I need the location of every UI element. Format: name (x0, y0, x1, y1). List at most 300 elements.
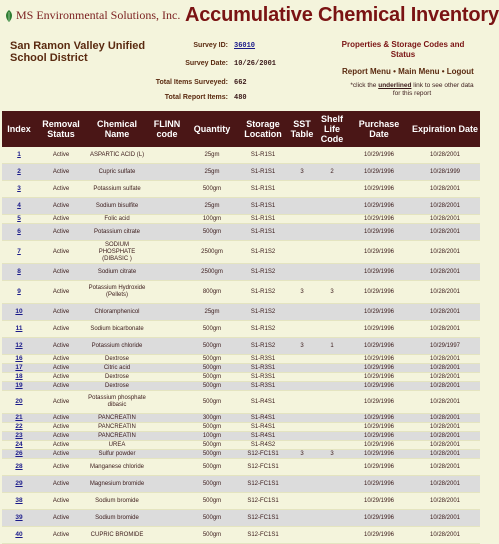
expiration-date: 10/28/2001 (410, 198, 480, 215)
table-row (2, 476, 480, 493)
flinn-code (148, 414, 186, 423)
expiration-date: 10/28/2001 (410, 264, 480, 281)
total-surveyed-value: 662 (234, 79, 247, 87)
flinn-code (148, 493, 186, 510)
shelf-life-code (316, 181, 348, 198)
quantity: 2500gm (186, 241, 238, 264)
index-link[interactable]: 6 (17, 228, 21, 235)
flinn-code (148, 459, 186, 476)
table-row (2, 459, 480, 476)
shelf-life-code (316, 382, 348, 391)
removal-status: Active (36, 164, 86, 181)
purchase-date: 10/29/1996 (348, 264, 410, 281)
expiration-date: 10/28/2001 (410, 355, 480, 364)
quantity: 500gm (186, 382, 238, 391)
flinn-code (148, 510, 186, 527)
index-link[interactable]: 40 (15, 531, 23, 538)
sst-table (288, 364, 316, 373)
sst-table (288, 181, 316, 198)
flinn-code (148, 382, 186, 391)
shelf-life-code (316, 304, 348, 321)
index-link[interactable]: 21 (15, 414, 23, 421)
flinn-code (148, 338, 186, 355)
flinn-code (148, 264, 186, 281)
quantity: 500gm (186, 224, 238, 241)
sst-table (288, 198, 316, 215)
index-link[interactable]: 4 (17, 202, 21, 209)
chemical-name: Potassium citrate (86, 224, 148, 241)
flinn-code (148, 391, 186, 414)
district-name: San Ramon Valley Unified School District (10, 40, 146, 64)
index-link[interactable]: 12 (15, 342, 23, 349)
quantity: 500gm (186, 423, 238, 432)
inventory-table (2, 111, 480, 544)
removal-status: Active (36, 391, 86, 414)
index-link[interactable]: 2 (17, 168, 21, 175)
removal-status: Active (36, 181, 86, 198)
storage-location: S1-R4S1 (238, 423, 288, 432)
purchase-date: 10/29/1996 (348, 355, 410, 364)
index-link[interactable]: 19 (15, 382, 23, 389)
flinn-code (148, 364, 186, 373)
survey-id-label: Survey ID: (193, 42, 228, 49)
flinn-code (148, 355, 186, 364)
sst-table (288, 432, 316, 441)
shelf-life-code: 2 (316, 164, 348, 181)
storage-location: S1-R3S1 (238, 373, 288, 382)
removal-status: Active (36, 241, 86, 264)
purchase-date: 10/29/1996 (348, 432, 410, 441)
chemical-name: Magnesium bromide (86, 476, 148, 493)
purchase-date: 10/29/1996 (348, 373, 410, 382)
purchase-date: 10/29/1996 (348, 338, 410, 355)
flinn-code (148, 450, 186, 459)
chemical-name: Citric acid (86, 364, 148, 373)
flinn-code (148, 441, 186, 450)
table-row (2, 215, 480, 224)
chemical-name: ASPARTIC ACID (L) (86, 147, 148, 164)
purchase-date: 10/29/1996 (348, 493, 410, 510)
index-link[interactable]: 28 (15, 463, 23, 470)
chemical-name: Cupric sulfate (86, 164, 148, 181)
index-cell (2, 476, 36, 493)
removal-status: Active (36, 198, 86, 215)
removal-status: Active (36, 224, 86, 241)
table-row (2, 304, 480, 321)
storage-location: S1-R4S1 (238, 414, 288, 423)
leaf-icon (4, 10, 14, 22)
purchase-date: 10/29/1996 (348, 164, 410, 181)
nav-links (342, 67, 474, 76)
quantity: 300gm (186, 414, 238, 423)
col-storage-location-header: Storage Location (238, 111, 288, 147)
purchase-date: 10/29/1996 (348, 198, 410, 215)
sst-table (288, 441, 316, 450)
storage-location: S1-R3S1 (238, 364, 288, 373)
index-link[interactable]: 3 (17, 185, 21, 192)
storage-location: S12-FC1S1 (238, 510, 288, 527)
shelf-life-code: 3 (316, 450, 348, 459)
removal-status: Active (36, 493, 86, 510)
chemical-name: Manganese chloride (86, 459, 148, 476)
expiration-date: 10/29/1997 (410, 338, 480, 355)
chemical-name: PANCREATIN (86, 414, 148, 423)
quantity: 100gm (186, 215, 238, 224)
quantity: 100gm (186, 432, 238, 441)
table-row (2, 164, 480, 181)
quantity: 2500gm (186, 264, 238, 281)
shelf-life-code (316, 423, 348, 432)
expiration-date: 10/28/2001 (410, 364, 480, 373)
removal-status: Active (36, 527, 86, 544)
sst-table (288, 493, 316, 510)
index-link[interactable]: 10 (15, 308, 23, 315)
col-flinn-code-header: FLINN code (148, 111, 186, 147)
main-menu-link[interactable]: Main Menu (398, 67, 440, 76)
expiration-date: 10/28/2001 (410, 304, 480, 321)
index-link[interactable]: 39 (15, 514, 23, 521)
shelf-life-code (316, 147, 348, 164)
flinn-code (148, 304, 186, 321)
sst-table (288, 459, 316, 476)
shelf-life-code (316, 241, 348, 264)
purchase-date: 10/29/1996 (348, 364, 410, 373)
col-sst-table-header: SST Table (288, 111, 316, 147)
survey-id-link[interactable]: 36010 (234, 42, 256, 50)
company-name: MS Environmental Solutions, Inc. (16, 8, 181, 22)
index-cell (2, 510, 36, 527)
chemical-name: Sodium bisulfite (86, 198, 148, 215)
quantity: 500gm (186, 373, 238, 382)
removal-status: Active (36, 373, 86, 382)
storage-location: S1-R1S2 (238, 321, 288, 338)
quantity: 500gm (186, 493, 238, 510)
purchase-date: 10/29/1996 (348, 414, 410, 423)
purchase-date: 10/29/1996 (348, 423, 410, 432)
sst-table: 3 (288, 281, 316, 304)
sst-table (288, 382, 316, 391)
company-logo (4, 8, 180, 23)
purchase-date: 10/29/1996 (348, 215, 410, 224)
index-cell (2, 373, 36, 382)
storage-location: S1-R3S1 (238, 382, 288, 391)
storage-location: S1-R1S2 (238, 241, 288, 264)
purchase-date: 10/29/1996 (348, 304, 410, 321)
table-row (2, 527, 480, 544)
flinn-code (148, 215, 186, 224)
index-cell (2, 441, 36, 450)
expiration-date: 10/28/2001 (410, 414, 480, 423)
index-link[interactable]: 1 (17, 151, 21, 158)
removal-status: Active (36, 147, 86, 164)
sst-table: 3 (288, 164, 316, 181)
nav-separator: • (439, 67, 447, 76)
index-cell (2, 264, 36, 281)
purchase-date: 10/29/1996 (348, 476, 410, 493)
shelf-life-code (316, 510, 348, 527)
quantity: 500gm (186, 459, 238, 476)
index-cell (2, 450, 36, 459)
removal-status: Active (36, 382, 86, 391)
shelf-life-code (316, 476, 348, 493)
storage-location: S12-FC1S1 (238, 493, 288, 510)
table-header-row (2, 111, 480, 147)
col-chemical-name-header: Chemical Name (86, 111, 148, 147)
storage-location: S1-R3S1 (238, 355, 288, 364)
col-quantity-header: Quantity (186, 111, 238, 147)
purchase-date: 10/29/1996 (348, 147, 410, 164)
quantity: 25gm (186, 304, 238, 321)
index-cell (2, 215, 36, 224)
index-cell (2, 147, 36, 164)
survey-date-label: Survey Date: (185, 60, 228, 67)
chemical-name: Potassium chloride (86, 338, 148, 355)
index-link[interactable]: 11 (15, 325, 23, 332)
index-link[interactable]: 26 (15, 450, 23, 457)
storage-location: S1-R1S2 (238, 304, 288, 321)
shelf-life-code (316, 373, 348, 382)
storage-location: S1-R1S1 (238, 181, 288, 198)
index-cell (2, 432, 36, 441)
total-report-row (130, 94, 247, 102)
storage-location: S1-R4S1 (238, 432, 288, 441)
quantity: 25gm (186, 164, 238, 181)
expiration-date: 10/28/2001 (410, 432, 480, 441)
index-cell (2, 414, 36, 423)
chemical-name: Potassium Hydroxide (Pellets) (86, 281, 148, 304)
sst-table (288, 321, 316, 338)
index-cell (2, 281, 36, 304)
table-row (2, 281, 480, 304)
shelf-life-code (316, 215, 348, 224)
index-link[interactable]: 24 (15, 441, 23, 448)
storage-location: S1-R1S1 (238, 215, 288, 224)
index-link[interactable]: 38 (15, 497, 23, 504)
sst-table (288, 224, 316, 241)
shelf-life-code (316, 414, 348, 423)
quantity: 500gm (186, 527, 238, 544)
expiration-date: 10/28/2001 (410, 476, 480, 493)
index-link[interactable]: 18 (15, 373, 23, 380)
shelf-life-code (316, 224, 348, 241)
sst-table (288, 373, 316, 382)
flinn-code (148, 321, 186, 338)
table-row (2, 432, 480, 441)
shelf-life-code (316, 264, 348, 281)
expiration-date: 10/28/2001 (410, 321, 480, 338)
chemical-name: Sodium bicarbonate (86, 321, 148, 338)
flinn-code (148, 164, 186, 181)
logout-link[interactable]: Logout (446, 67, 474, 76)
index-cell (2, 321, 36, 338)
total-surveyed-row (130, 79, 247, 87)
hint-text: *click the underlined link to see other data for this report (350, 82, 474, 97)
removal-status: Active (36, 215, 86, 224)
storage-location: S12-FC1S1 (238, 527, 288, 544)
removal-status: Active (36, 423, 86, 432)
flinn-code (148, 147, 186, 164)
expiration-date: 10/28/2001 (410, 224, 480, 241)
chemical-name: PANCREATIN (86, 423, 148, 432)
removal-status: Active (36, 264, 86, 281)
table-row (2, 510, 480, 527)
survey-id-row (172, 42, 255, 50)
removal-status: Active (36, 321, 86, 338)
properties-codes-title: Properties & Storage Codes and Status (341, 40, 465, 59)
chemical-name: Chloramphenicol (86, 304, 148, 321)
quantity: 25gm (186, 198, 238, 215)
index-cell (2, 304, 36, 321)
total-report-value: 480 (234, 94, 247, 102)
index-link[interactable]: 29 (15, 480, 23, 487)
index-cell (2, 338, 36, 355)
quantity: 500gm (186, 321, 238, 338)
shelf-life-code (316, 493, 348, 510)
table-row (2, 364, 480, 373)
quantity: 500gm (186, 441, 238, 450)
col-index-header: Index (2, 111, 36, 147)
purchase-date: 10/29/1996 (348, 527, 410, 544)
sst-table (288, 304, 316, 321)
table-row (2, 224, 480, 241)
table-row (2, 450, 480, 459)
storage-location: S1-R4S1 (238, 391, 288, 414)
col-removal-status-header: Removal Status (36, 111, 86, 147)
storage-location: S1-R1S2 (238, 264, 288, 281)
shelf-life-code (316, 432, 348, 441)
index-link[interactable]: 8 (17, 268, 21, 275)
flinn-code (148, 181, 186, 198)
quantity: 500gm (186, 364, 238, 373)
chemical-name: PANCREATIN (86, 432, 148, 441)
index-link[interactable]: 17 (15, 364, 23, 371)
chemical-name: Dextrose (86, 355, 148, 364)
flinn-code (148, 224, 186, 241)
removal-status: Active (36, 304, 86, 321)
quantity: 500gm (186, 476, 238, 493)
purchase-date: 10/29/1996 (348, 241, 410, 264)
expiration-date: 10/28/2001 (410, 441, 480, 450)
sst-table (288, 423, 316, 432)
table-row (2, 147, 480, 164)
table-row (2, 493, 480, 510)
col-expiration-date-header: Expiration Date (410, 111, 480, 147)
expiration-date: 10/28/1999 (410, 164, 480, 181)
index-link[interactable]: 23 (15, 432, 23, 439)
expiration-date: 10/28/2001 (410, 281, 480, 304)
table-row (2, 441, 480, 450)
quantity: 500gm (186, 338, 238, 355)
chemical-name: Folic acid (86, 215, 148, 224)
header (0, 0, 499, 110)
nav-separator: • (390, 67, 399, 76)
storage-location: S1-R1S2 (238, 338, 288, 355)
index-cell (2, 198, 36, 215)
shelf-life-code (316, 441, 348, 450)
removal-status: Active (36, 414, 86, 423)
index-link[interactable]: 5 (17, 215, 21, 222)
index-cell (2, 391, 36, 414)
index-cell (2, 181, 36, 198)
quantity: 500gm (186, 391, 238, 414)
storage-location: S12-FC1S1 (238, 450, 288, 459)
col-purchase-date-header: Purchase Date (348, 111, 410, 147)
expiration-date: 10/28/2001 (410, 450, 480, 459)
expiration-date: 10/28/2001 (410, 510, 480, 527)
chemical-name: Sulfur powder (86, 450, 148, 459)
survey-date-value: 10/26/2001 (234, 60, 277, 68)
page-title: Accumulative Chemical Inventory (185, 4, 499, 26)
sst-table (288, 355, 316, 364)
sst-table (288, 391, 316, 414)
index-cell (2, 164, 36, 181)
index-link[interactable]: 9 (17, 288, 21, 295)
shelf-life-code: 3 (316, 281, 348, 304)
shelf-life-code (316, 527, 348, 544)
sst-table (288, 147, 316, 164)
storage-location: S1-R1S1 (238, 198, 288, 215)
flinn-code (148, 527, 186, 544)
table-row (2, 181, 480, 198)
report-menu-link[interactable]: Report Menu (342, 67, 391, 76)
purchase-date: 10/29/1996 (348, 382, 410, 391)
quantity: 500gm (186, 510, 238, 527)
chemical-name: CUPRIC BROMIDE (86, 527, 148, 544)
chemical-name: Potassium sulfate (86, 181, 148, 198)
table-row (2, 382, 480, 391)
index-link[interactable]: 16 (15, 355, 23, 362)
storage-location: S1-R1S1 (238, 147, 288, 164)
storage-location: S1-R1S2 (238, 281, 288, 304)
shelf-life-code (316, 459, 348, 476)
chemical-name: SODIUM PHOSPHATE (DIBASIC ) (86, 241, 148, 264)
storage-location: S1-R4S2 (238, 441, 288, 450)
index-link[interactable]: 22 (15, 423, 23, 430)
flinn-code (148, 432, 186, 441)
sst-table: 3 (288, 450, 316, 459)
index-cell (2, 224, 36, 241)
table-row (2, 423, 480, 432)
index-cell (2, 423, 36, 432)
chemical-name: UREA (86, 441, 148, 450)
sst-table (288, 510, 316, 527)
chemical-name: Sodium citrate (86, 264, 148, 281)
removal-status: Active (36, 338, 86, 355)
index-cell (2, 382, 36, 391)
sst-table (288, 414, 316, 423)
index-link[interactable]: 20 (15, 398, 23, 405)
total-report-label: Total Report Items: (164, 94, 228, 101)
purchase-date: 10/29/1996 (348, 441, 410, 450)
index-link[interactable]: 7 (17, 248, 21, 255)
purchase-date: 10/29/1996 (348, 321, 410, 338)
expiration-date: 10/28/2001 (410, 459, 480, 476)
shelf-life-code (316, 321, 348, 338)
total-surveyed-label: Total Items Surveyed: (155, 79, 228, 86)
removal-status: Active (36, 476, 86, 493)
purchase-date: 10/29/1996 (348, 450, 410, 459)
table-row (2, 338, 480, 355)
storage-location: S12-FC1S1 (238, 476, 288, 493)
table-row (2, 414, 480, 423)
sst-table (288, 527, 316, 544)
removal-status: Active (36, 459, 86, 476)
removal-status: Active (36, 450, 86, 459)
table-row (2, 264, 480, 281)
flinn-code (148, 281, 186, 304)
purchase-date: 10/29/1996 (348, 459, 410, 476)
flinn-code (148, 476, 186, 493)
